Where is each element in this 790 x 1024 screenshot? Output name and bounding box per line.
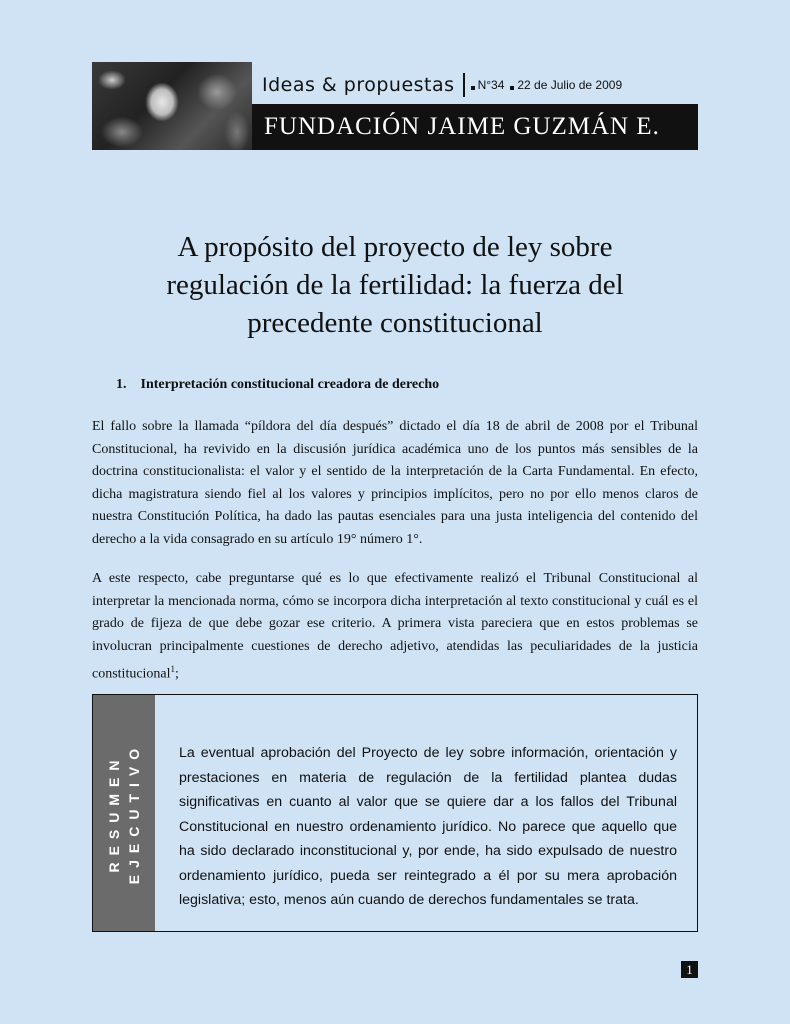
issue-number: N°34: [477, 78, 505, 92]
paragraph-2: [92, 568, 698, 686]
document-title: [92, 228, 698, 342]
summary-sidebar: [93, 695, 155, 931]
summary-label-line2: EJECUTIVO: [126, 741, 142, 885]
title-line: precedente constitucional: [247, 307, 543, 339]
section-number: 1.: [116, 377, 127, 392]
paragraph-2-text: A este respecto, cabe preguntarse qué es lo que efectivamente realizó el Tribunal Constitucional al interpretar la mencionada norma, cómo se incorpora dicha interpretación al texto constitucional y cuál es el grado de fijeza de que debe gozar ese criterio. A primera vista pareciera que en estos problemas se involucran principalmente cuestiones de derecho adjetivo, atendidas las peculiaridades de la justicia constitucional: [92, 571, 698, 682]
title-line: A propósito del proyecto de ley sobre: [177, 231, 613, 263]
summary-label-line1: RESUMEN: [106, 753, 122, 873]
paragraph-2-end: ;: [175, 666, 179, 682]
foundation-name: FUNDACIÓN JAIME GUZMÁN E.: [264, 113, 660, 140]
summary-text: La eventual aprobación del Proyecto de ley sobre información, orientación y prestaciones en materia de regulación de la fertilidad plantea dudas significativas en cuanto al valor que se quiere dar a los fallos del Tribunal Constitucional en nuestro ordenamiento jurídico. No parece que aquello que ha sido declarado inconstitucional y, por ende, ha sido expulsado de nuestro ordenamiento jurídico, pueda ser reintegrado a él por su mera aprobación legislativa; esto, menos aún cuando de derechos fundamentales se trata.: [179, 745, 677, 908]
series-name: Ideas & propuestas: [262, 74, 455, 96]
bullet-icon: [471, 86, 475, 90]
issue-meta: [471, 78, 623, 92]
section-heading: [116, 377, 439, 393]
section-title: Interpretación constitucional creadora de derecho: [140, 377, 440, 392]
header-photo: [92, 62, 252, 150]
title-line: regulación de la fertilidad: la fuerza del: [166, 269, 624, 301]
header-separator: [463, 73, 465, 97]
paragraph-1: El fallo sobre la llamada “píldora del día después” dictado el día 18 de abril de 2008 por el Tribunal Constitucional, ha revivido en la discusión jurídica académica uno de los puntos más sensibles de la doctrina constitucionalista: el valor y el sentido de la interpretación de la Carta Fundamental. En efecto, dicha magistratura siendo fiel al los valores y principios implícitos, pero no por ello menos claros de nuestra Constitución Política, ha dado las pautas esenciales para una justa inteligencia del contenido del derecho a la vida consagrado en su artículo 19° número 1°.: [92, 419, 698, 547]
bullet-icon: [510, 86, 514, 90]
foundation-banner: [252, 104, 698, 150]
summary-label: [104, 713, 144, 913]
footnote-ref[interactable]: 1: [170, 664, 176, 674]
executive-summary-box: [92, 694, 698, 932]
series-header: [262, 72, 622, 98]
page-number: 1: [681, 961, 698, 978]
issue-date: 22 de Julio de 2009: [517, 78, 623, 92]
